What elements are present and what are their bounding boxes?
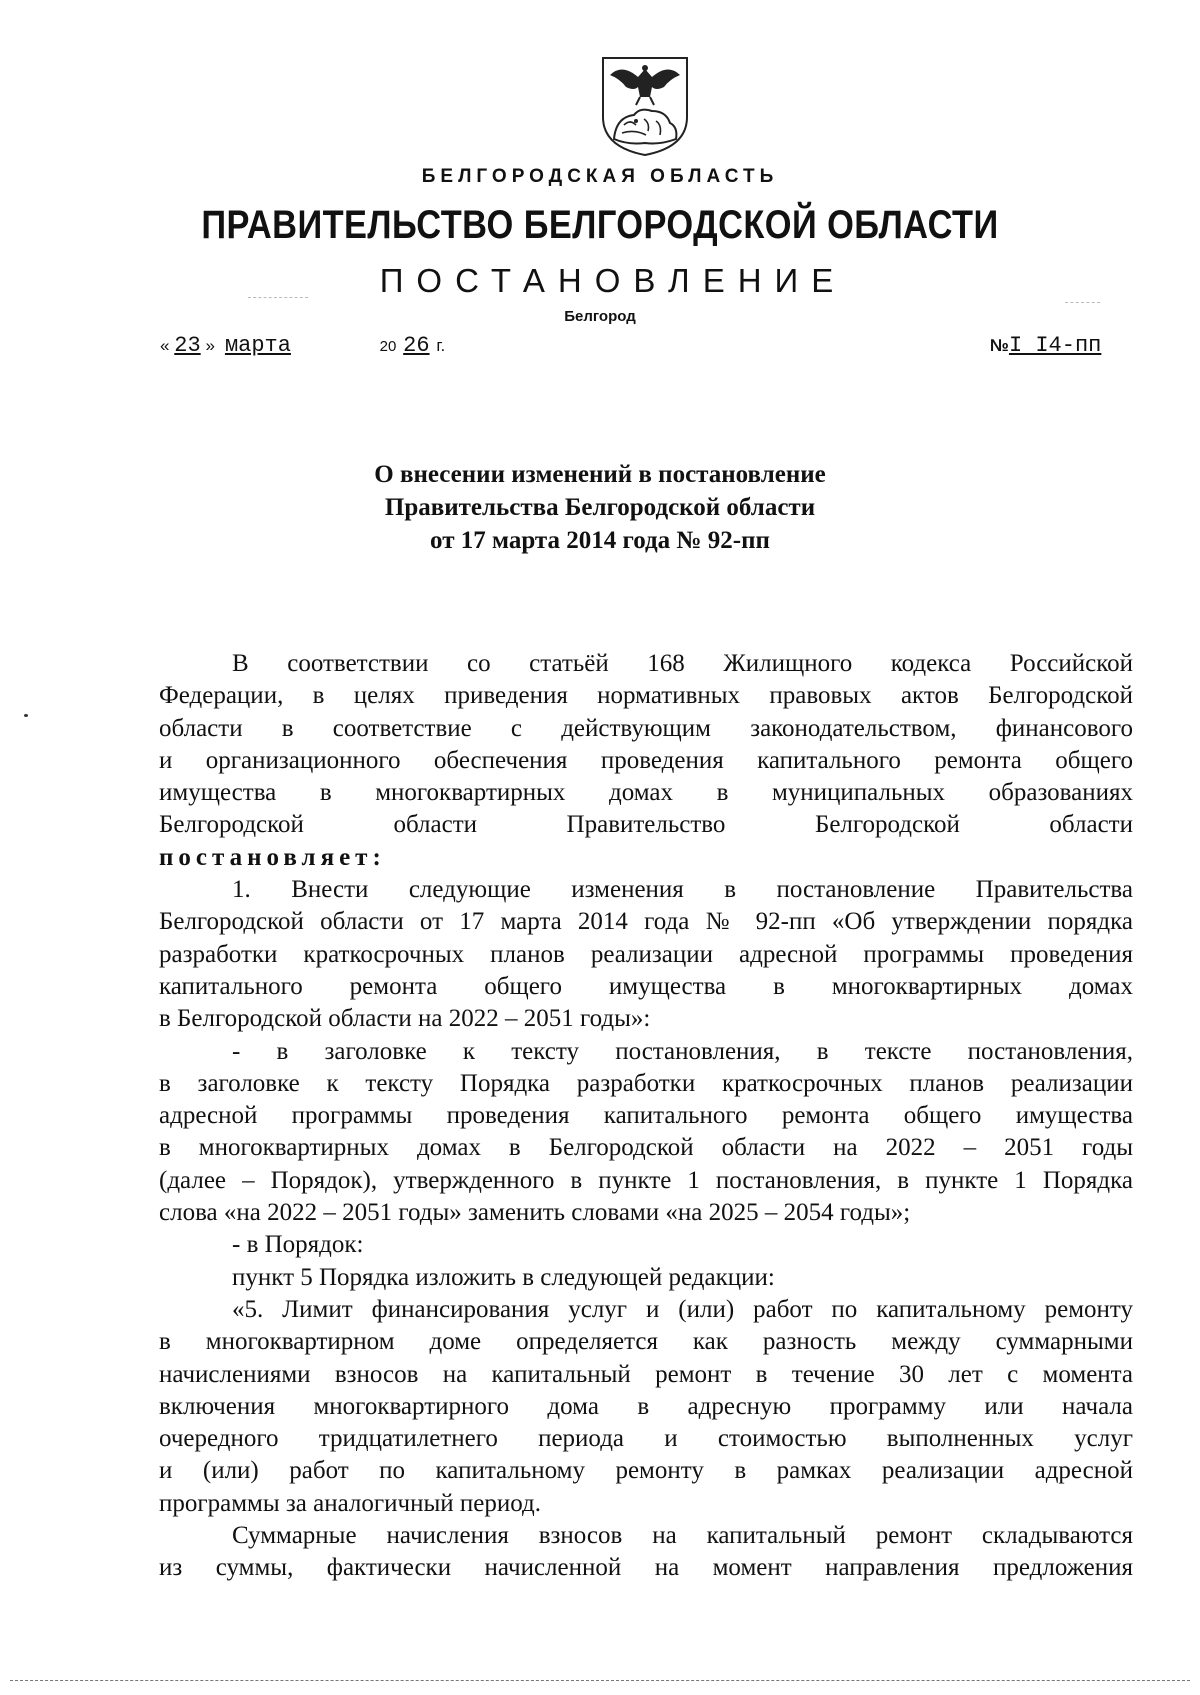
date-century: 20 xyxy=(379,338,397,355)
body-line: - в заголовке к тексту постановления, в тексте постановления, xyxy=(232,1037,1133,1065)
subject-line: Правительства Белгородской области xyxy=(384,494,816,521)
body-line: и (или) работ по капитальному ремонту в рамках реализации адресной xyxy=(159,1457,1133,1485)
body-line: очередного тридцатилетнего периода и стоимостью выполненных услуг xyxy=(159,1425,1133,1453)
body-line: разработки краткосрочных планов реализации адресной программы проведения xyxy=(159,940,1133,968)
date-close-quote: » xyxy=(205,336,215,355)
body-line: 1. Внести следующие изменения в постановление Правительства xyxy=(232,876,1133,904)
body-line: включения многоквартирного дома в адресную программу или начала xyxy=(159,1392,1133,1420)
government-title: ПРАВИТЕЛЬСТВО БЕЛГОРОДСКОЙ ОБЛАСТИ xyxy=(201,203,999,247)
document-type: ПОСТАНОВЛЕНИЕ xyxy=(379,262,847,299)
body-line: Белгородской области от 17 марта 2014 года № 92-пп «Об утверждении порядка xyxy=(159,908,1133,936)
body-line: Суммарные начисления взносов на капитальный ремонт складываются xyxy=(232,1522,1133,1550)
body-line: имущества в многоквартирных домах в муниципальных образованиях xyxy=(159,779,1133,807)
body-line: В соответствии со статьёй 168 Жилищного кодекса Российской xyxy=(232,650,1133,677)
document-number xyxy=(990,333,1101,358)
body-line: Федерации, в целях приведения нормативных правовых актов Белгородской xyxy=(159,682,1133,710)
body-line: и организационного обеспечения проведения капитального ремонта общего xyxy=(159,746,1133,774)
body-line: в Белгородской области на 2022 – 2051 годы»: xyxy=(159,1005,651,1033)
number-prefix: № xyxy=(990,336,1009,355)
scan-artifact xyxy=(24,714,28,717)
number-value: I I4-пп xyxy=(1008,333,1102,358)
resolution-keyword: постановляет: xyxy=(159,843,386,871)
date-open-quote: « xyxy=(160,336,170,355)
region-name: БЕЛГОРОДСКАЯ ОБЛАСТЬ xyxy=(421,166,779,187)
date-year: 26 xyxy=(403,333,430,358)
scan-artifact xyxy=(248,297,308,298)
body-line: в многоквартирном доме определяется как разность между суммарными xyxy=(159,1328,1133,1356)
date-year-suffix: г. xyxy=(436,336,446,355)
body-line: Белгородской области Правительство Белгородской области xyxy=(159,811,1133,839)
scan-artifact xyxy=(1065,302,1100,303)
body-line: - в Порядок: xyxy=(232,1231,364,1259)
body-line: слова «на 2022 – 2051 годы» заменить словами «на 2025 – 2054 годы»; xyxy=(159,1199,911,1227)
city-name: Белгород xyxy=(564,308,636,325)
body-line: начислениями взносов на капитальный ремонт в течение 30 лет с момента xyxy=(159,1360,1133,1388)
body-line: «5. Лимит финансирования услуг и (или) работ по капитальному ремонту xyxy=(232,1295,1133,1323)
body-line: в многоквартирных домах в Белгородской области на 2022 – 2051 годы xyxy=(159,1134,1133,1162)
body-line: адресной программы проведения капитального ремонта общего имущества xyxy=(159,1102,1133,1130)
body-line: капитального ремонта общего имущества в многоквартирных домах xyxy=(159,972,1133,1000)
document-date xyxy=(160,333,445,358)
page-bottom-edge xyxy=(10,1680,1190,1681)
coat-of-arms-emblem xyxy=(600,55,690,157)
document-body xyxy=(159,648,1133,1585)
subject-line: от 17 марта 2014 года № 92-пп xyxy=(430,527,770,554)
body-line: в заголовке к тексту Порядка разработки краткосрочных планов реализации xyxy=(159,1069,1133,1097)
date-day: 23 xyxy=(174,333,201,358)
body-line: из суммы, фактически начисленной на момент направления предложения xyxy=(159,1554,1133,1582)
body-line: (далее – Порядок), утвержденного в пункте 1 постановления, в пункте 1 Порядка xyxy=(159,1166,1133,1194)
subject-line: О внесении изменений в постановление xyxy=(374,461,826,488)
document-subject xyxy=(0,458,1200,557)
body-line: области в соответствие с действующим законодательством, финансового xyxy=(159,714,1133,742)
date-month: марта xyxy=(224,333,291,358)
body-line: пункт 5 Порядка изложить в следующей редакции: xyxy=(232,1263,775,1291)
body-line: программы за аналогичный период. xyxy=(159,1489,542,1517)
